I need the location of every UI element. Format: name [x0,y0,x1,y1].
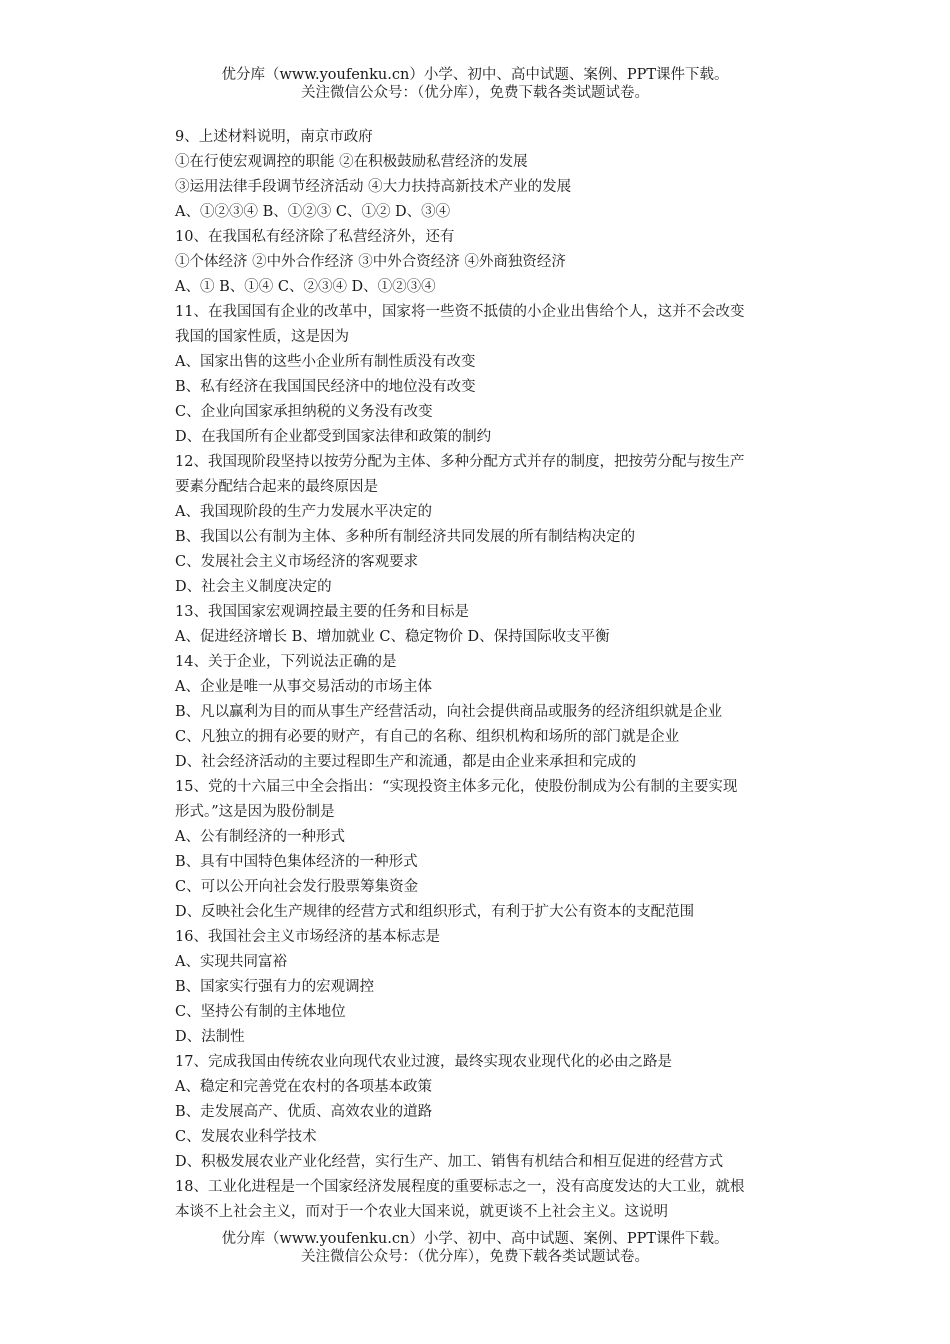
text-line: 17、完成我国由传统农业向现代农业过渡，最终实现农业现代化的必由之路是 [175,1054,672,1070]
text-line: 11、在我国国有企业的改革中，国家将一些资不抵债的小企业出售给个人，这并不会改变 [175,304,745,320]
text-line: 12、我国现阶段坚持以按劳分配为主体、多种分配方式并存的制度，把按劳分配与按生产 [175,454,745,470]
text-line: A、实现共同富裕 [175,954,287,970]
text-line: 10、在我国私有经济除了私营经济外，还有 [175,229,455,245]
text-line: B、走发展高产、优质、高效农业的道路 [175,1104,433,1120]
text-line: A、①②③④ B、①②③ C、①② D、③④ [175,204,451,220]
footer-line-2: 关注微信公众号：（优分库），免费下载各类试题试卷。 [301,1249,649,1265]
text-line: 9、上述材料说明，南京市政府 [175,129,373,145]
text-line: D、积极发展农业产业化经营，实行生产、加工、销售有机结合和相互促进的经营方式 [175,1154,724,1170]
text-line: 15、党的十六届三中全会指出：“实现投资主体多元化，使股份制成为公有制的主要实现 [175,779,738,795]
text-line: B、私有经济在我国国民经济中的地位没有改变 [175,379,476,395]
text-line: D、社会主义制度决定的 [175,579,332,595]
text-line: D、在我国所有企业都受到国家法律和政策的制约 [175,429,492,445]
text-line: C、凡独立的拥有必要的财产，有自己的名称、组织机构和场所的部门就是企业 [175,729,680,745]
text-line: B、国家实行强有力的宏观调控 [175,979,375,995]
text-line: A、公有制经济的一种形式 [175,829,345,845]
text-line: 本谈不上社会主义，而对于一个农业大国来说，就更谈不上社会主义。这说明 [175,1204,668,1220]
text-line: C、可以公开向社会发行股票筹集资金 [175,879,419,895]
text-line: C、发展社会主义市场经济的客观要求 [175,554,419,570]
header-line-1: 优分库（www.youfenku.cn）小学、初中、高中试题、案例、PPT课件下载。 [221,67,729,83]
text-line: 要素分配结合起来的最终原因是 [175,479,378,495]
page-footer [0,1230,950,1266]
text-line: C、坚持公有制的主体地位 [175,1004,346,1020]
text-line: D、社会经济活动的主要过程即生产和流通，都是由企业来承担和完成的 [175,754,637,770]
text-line: A、企业是唯一从事交易活动的市场主体 [175,679,432,695]
text-line: C、发展农业科学技术 [175,1129,317,1145]
text-line: A、稳定和完善党在农村的各项基本政策 [175,1079,432,1095]
text-line: ③运用法律手段调节经济活动 ④大力扶持高新技术产业的发展 [175,179,572,195]
text-line: A、促进经济增长 B、增加就业 C、稳定物价 D、保持国际收支平衡 [175,629,610,645]
text-line: 我国的国家性质，这是因为 [175,329,349,345]
text-line: ①个体经济 ②中外合作经济 ③中外合资经济 ④外商独资经济 [175,254,566,270]
text-line: D、法制性 [175,1029,245,1045]
text-line: A、我国现阶段的生产力发展水平决定的 [175,504,432,520]
footer-line-1: 优分库（www.youfenku.cn）小学、初中、高中试题、案例、PPT课件下载。 [221,1231,729,1247]
text-line: 18、工业化进程是一个国家经济发展程度的重要标志之一，没有高度发达的大工业，就根 [175,1179,745,1195]
page-header [0,66,950,102]
text-line: 13、我国国家宏观调控最主要的任务和目标是 [175,604,469,620]
text-line: B、凡以赢利为目的而从事生产经营活动，向社会提供商品或服务的经济组织就是企业 [175,704,723,720]
text-line: A、国家出售的这些小企业所有制性质没有改变 [175,354,476,370]
text-line: B、我国以公有制为主体、多种所有制经济共同发展的所有制结构决定的 [175,529,636,545]
text-line: D、反映社会化生产规律的经营方式和组织形式，有利于扩大公有资本的支配范围 [175,904,695,920]
question-body [175,125,815,1225]
text-line: 形式。”这是因为股份制是 [175,804,335,820]
text-line: 16、我国社会主义市场经济的基本标志是 [175,929,440,945]
text-line: B、具有中国特色集体经济的一种形式 [175,854,418,870]
text-line: 14、关于企业，下列说法正确的是 [175,654,397,670]
text-line: ①在行使宏观调控的职能 ②在积极鼓励私营经济的发展 [175,154,528,170]
header-line-2: 关注微信公众号：（优分库），免费下载各类试题试卷。 [301,85,649,101]
text-line: A、① B、①④ C、②③④ D、①②③④ [175,279,436,295]
text-line: C、企业向国家承担纳税的义务没有改变 [175,404,433,420]
